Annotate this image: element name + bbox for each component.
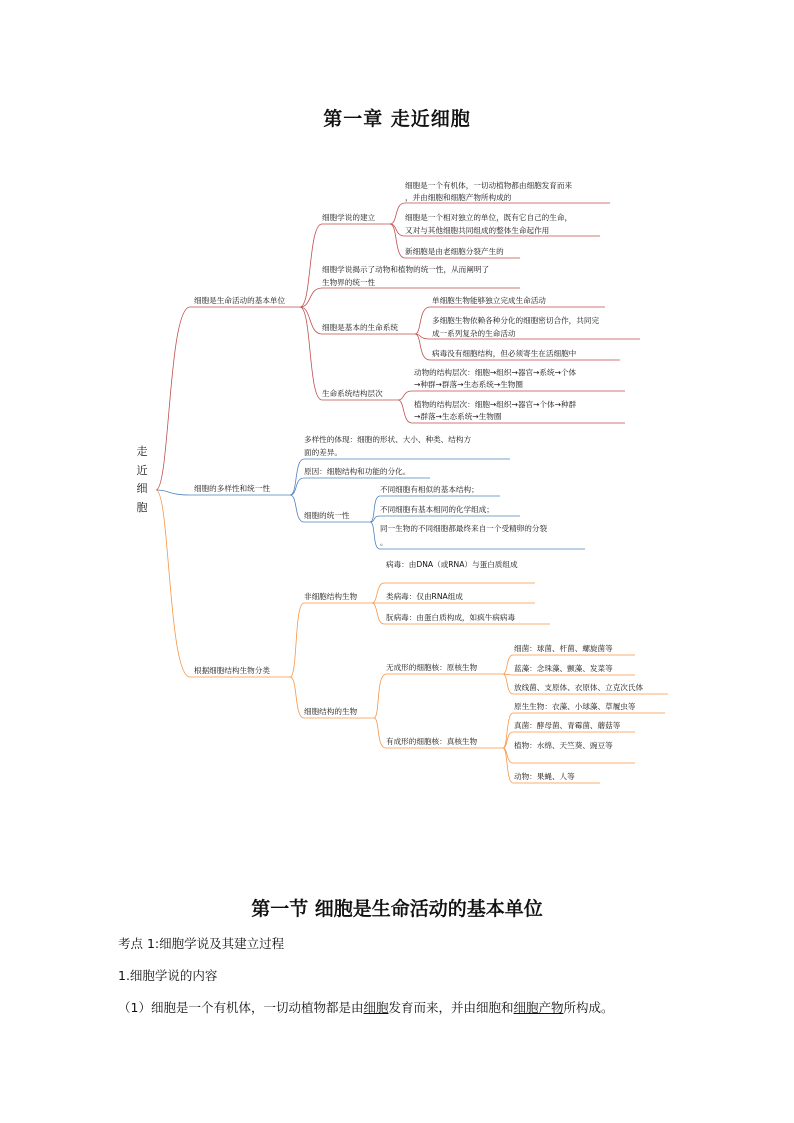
node-basic-life-system: 细胞是基本的生命系统 xyxy=(322,323,398,332)
leaf-plant-levels-2: →群落→生态系统→生物圈 xyxy=(414,412,502,421)
leaf-diversity-1: 多样性的体现：细胞的形状、大小、种类、结构方 xyxy=(304,435,472,444)
root-char: 近 xyxy=(136,463,148,477)
leaf-cell-unit-2: 又对与其他细胞共同组成的整体生命起作用 xyxy=(405,226,550,235)
subsection-heading: 1.细胞学说的内容 xyxy=(118,968,218,983)
sentence-part: 发育而来，并由细胞和 xyxy=(388,1000,514,1015)
leaf-unity-zygote-2: 。 xyxy=(380,538,388,547)
leaf-virus-parasite: 病毒没有细胞结构，但必须寄生在活细胞中 xyxy=(432,349,577,358)
node-cell-theory-reveal-1: 细胞学说揭示了动物和植物的统一性，从而阐明了 xyxy=(322,265,490,274)
leaf-cyanobacteria: 蓝藻：念珠藻、颤藻、发菜等 xyxy=(514,664,613,673)
leaf-cell-unit-1: 细胞是一个相对独立的单位，既有它自己的生命， xyxy=(405,213,573,222)
chapter-title: 第一章 走近细胞 xyxy=(323,108,471,130)
branch-cell-basic-unit xyxy=(156,203,640,490)
node-cellular: 细胞结构的生物 xyxy=(304,707,358,716)
leaf-virus: 病毒：由DNA（或RNA）与蛋白质组成 xyxy=(386,560,518,569)
leaf-cell-organism-2: ，并由细胞和细胞产物所构成的 xyxy=(405,193,512,202)
node-eukaryote: 有成形的细胞核：真核生物 xyxy=(386,737,478,746)
underlined-term: 细胞 xyxy=(363,1000,389,1015)
node-life-system-levels: 生命系统结构层次 xyxy=(322,389,383,398)
node-diversity-unity: 细胞的多样性和统一性 xyxy=(194,484,270,493)
leaf-unity-zygote-1: 同一生物的不同细胞都最终来自一个受精卵的分裂 xyxy=(380,524,548,533)
leaf-unity-structure: 不同细胞有相似的基本结构； xyxy=(380,485,479,494)
leaf-prion: 朊病毒：由蛋白质构成，如疯牛病病毒 xyxy=(386,613,516,622)
leaf-animals: 动物：果蝇、人等 xyxy=(514,772,575,781)
leaf-protists: 原生生物：衣藻、小球藻、草履虫等 xyxy=(514,702,636,711)
node-unity: 细胞的统一性 xyxy=(304,511,350,520)
content-sentence xyxy=(118,998,614,1016)
leaf-animal-levels-2: →种群→群落→生态系统→生物圈 xyxy=(414,380,523,389)
leaf-unicellular: 单细胞生物能够独立完成生命活动 xyxy=(432,296,546,305)
leaf-bacteria: 细菌：球菌、杆菌、螺旋菌等 xyxy=(514,644,613,653)
leaf-fungi: 真菌：酵母菌、青霉菌、蘑菇等 xyxy=(514,721,621,730)
sentence-part: （1）细胞是一个有机体，一切动植物都是由 xyxy=(118,1000,364,1015)
node-cell-basic-unit: 细胞是生命活动的基本单位 xyxy=(194,296,286,305)
node-cell-theory-reveal-2: 生物界的统一性 xyxy=(322,278,376,287)
underlined-term: 细胞产物 xyxy=(513,1000,564,1015)
leaf-unity-chemical: 不同细胞有基本相同的化学组成； xyxy=(380,505,494,514)
root-char: 细 xyxy=(136,482,148,495)
node-cell-theory-establish: 细胞学说的建立 xyxy=(322,213,376,222)
root-char: 胞 xyxy=(136,500,148,514)
leaf-plants: 植物：水绵、天竺葵、豌豆等 xyxy=(514,741,613,750)
root-char: 走 xyxy=(136,445,148,458)
leaf-diversity-2: 面的差异。 xyxy=(304,448,342,457)
section-title: 第一节 细胞是生命活动的基本单位 xyxy=(251,898,543,920)
leaf-cell-organism-1: 细胞是一个有机体，一切动植物都由细胞发育而来 xyxy=(405,181,573,190)
mindmap-root xyxy=(128,443,156,517)
leaf-multicellular-2: 成一系列复杂的生命活动 xyxy=(432,329,516,338)
leaf-diversity-reason: 原因：细胞结构和功能的分化。 xyxy=(304,467,411,476)
leaf-new-cell: 新细胞是由老细胞分裂产生的 xyxy=(405,247,504,256)
node-classification: 根据细胞结构生物分类 xyxy=(194,666,270,675)
kaodian-heading: 考点 1:细胞学说及其建立过程 xyxy=(118,936,285,951)
leaf-viroid: 类病毒：仅由RNA组成 xyxy=(386,592,463,601)
leaf-plant-levels-1: 植物的结构层次：细胞→组织→器官→个体→种群 xyxy=(414,400,577,409)
leaf-multicellular-1: 多细胞生物依赖各种分化的细胞密切合作，共同完 xyxy=(432,316,600,325)
leaf-actinomycetes: 放线菌、支原体、衣原体、立克次氏体 xyxy=(514,683,644,692)
sentence-part: 所构成。 xyxy=(563,1000,614,1015)
node-prokaryote: 无成形的细胞核：原核生物 xyxy=(386,663,478,672)
leaf-animal-levels-1: 动物的结构层次：细胞→组织→器官→系统→个体 xyxy=(414,368,577,377)
node-non-cellular: 非细胞结构生物 xyxy=(304,592,358,601)
